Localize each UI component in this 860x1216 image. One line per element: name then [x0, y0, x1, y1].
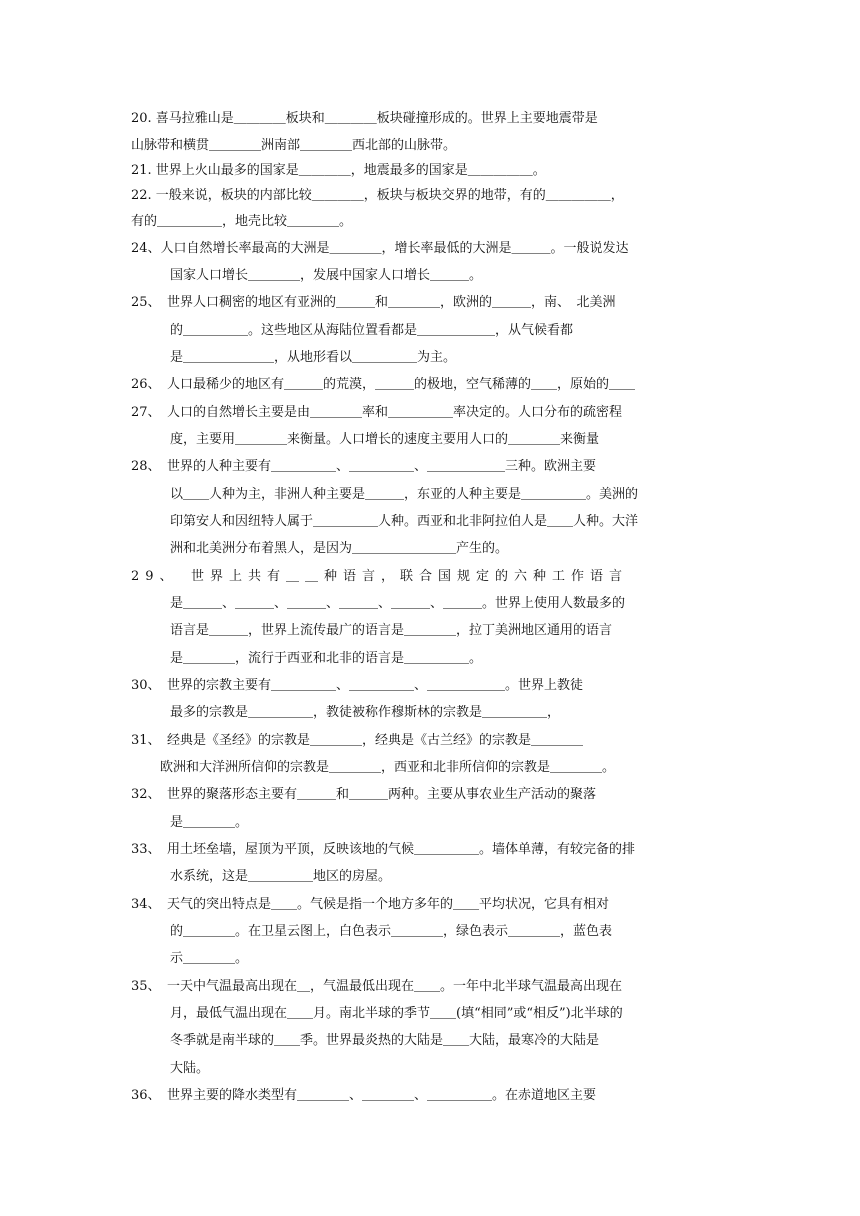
question-27-line-1: 27、 人口的自然增长主要是由＿＿＿＿率和＿＿＿＿＿率决定的。人口分布的疏密程 [131, 405, 623, 420]
question-24-line-1: 24、人口自然增长率最高的大洲是＿＿＿＿，增长率最低的大洲是＿＿＿。一般说发达 [131, 241, 629, 256]
question-30-line-1: 30、 世界的宗教主要有＿＿＿＿＿、＿＿＿＿＿、＿＿＿＿＿＿。世界上教徒 [131, 678, 584, 693]
question-30-line-2: 最多的宗教是＿＿＿＿＿，教徒被称作穆斯林的宗教是＿＿＿＿＿， [170, 705, 561, 720]
question-35-line-2: 月，最低气温出现在＿＿月。南北半球的季节＿＿(填“相同”或“相反”)北半球的 [170, 1006, 623, 1021]
question-36-line-1: 36、 世界主要的降水类型有＿＿＿＿、＿＿＿＿、＿＿＿＿＿。在赤道地区主要 [131, 1088, 597, 1103]
question-20-line-2: 山脉带和横贯＿＿＿＿洲南部＿＿＿＿西北部的山脉带。 [131, 138, 457, 153]
question-29-line-1: 29、 世界上共有＿＿种语言，联合国规定的六种工作语言 [131, 569, 629, 584]
question-21: 21. 世界上火山最多的国家是＿＿＿＿，地震最多的国家是＿＿＿＿＿。 [131, 163, 546, 178]
question-33-line-1: 33、 用土坯垒墙，屋顶为平顶，反映该地的气候＿＿＿＿＿。墙体单薄，有较完备的排 [131, 842, 636, 857]
question-25-line-3: 是＿＿＿＿＿＿＿，从地形看以＿＿＿＿＿为主。 [170, 350, 457, 365]
question-31-line-2: 欧洲和大洋洲所信仰的宗教是＿＿＿＿，西亚和北非所信仰的宗教是＿＿＿＿。 [160, 760, 616, 775]
question-27-line-2: 度，主要用＿＿＿＿来衡量。人口增长的速度主要用人口的＿＿＿＿来衡量 [170, 432, 600, 447]
question-22-line-2: 有的＿＿＿＿＿，地壳比较＿＿＿＿。 [131, 214, 353, 229]
question-31-line-1: 31、 经典是《圣经》的宗教是＿＿＿＿，经典是《古兰经》的宗教是＿＿＿＿ [131, 733, 584, 748]
question-20-line-1: 20. 喜马拉雅山是＿＿＿＿板块和＿＿＿＿板块碰撞形成的。世界上主要地震带是 [131, 111, 598, 126]
question-25-line-2: 的＿＿＿＿＿。这些地区从海陆位置看都是＿＿＿＿＿＿，从气候看都 [170, 323, 574, 338]
question-33-line-2: 水系统，这是＿＿＿＿＿地区的房屋。 [170, 869, 392, 884]
question-35-line-4: 大陆。 [170, 1061, 210, 1076]
question-28-line-3: 印第安人和因纽特人属于＿＿＿＿＿人种。西亚和北非阿拉伯人是＿＿人种。大洋 [170, 514, 639, 529]
question-28-line-4: 洲和北美洲分布着黑人，是因为＿＿＿＿＿＿＿＿产生的。 [170, 541, 509, 556]
question-22-line-1: 22. 一般来说，板块的内部比较＿＿＿＿，板块与板块交界的地带，有的＿＿＿＿＿， [131, 188, 624, 203]
question-28-line-2: 以＿＿人种为主，非洲人种主要是＿＿＿，东亚的人种主要是＿＿＿＿＿。美洲的 [170, 487, 639, 502]
question-34-line-3: 示＿＿＿＿。 [170, 951, 249, 966]
question-29-line-2: 是＿＿＿、＿＿＿、＿＿＿、＿＿＿、＿＿＿、＿＿＿。世界上使用人数最多的 [170, 596, 626, 611]
question-35-line-3: 冬季就是南半球的＿＿季。世界最炎热的大陆是＿＿大陆，最寒冷的大陆是 [170, 1033, 600, 1048]
question-32-line-2: 是＿＿＿＿。 [170, 815, 249, 830]
question-35-line-1: 35、 一天中气温最高出现在＿，气温最低出现在＿＿。一年中北半球气温最高出现在 [131, 979, 623, 994]
question-29-line-4: 是＿＿＿＿，流行于西亚和北非的语言是＿＿＿＿＿。 [170, 651, 483, 666]
question-34-line-2: 的＿＿＿＿。在卫星云图上，白色表示＿＿＿＿，绿色表示＿＿＿＿，蓝色表 [170, 924, 613, 939]
question-24-line-2: 国家人口增长＿＿＿＿，发展中国家人口增长＿＿＿。 [170, 268, 483, 283]
question-26: 26、 人口最稀少的地区有＿＿＿的荒漠，＿＿＿的极地，空气稀薄的＿＿，原始的＿＿ [131, 377, 636, 392]
question-28-line-1: 28、 世界的人种主要有＿＿＿＿＿、＿＿＿＿＿、＿＿＿＿＿＿三种。欧洲主要 [131, 459, 597, 474]
question-32-line-1: 32、 世界的聚落形态主要有＿＿＿和＿＿＿两种。主要从事农业生产活动的聚落 [131, 787, 597, 802]
question-25-line-1: 25、 世界人口稠密的地区有亚洲的＿＿＿和＿＿＿＿，欧洲的＿＿＿，南、 北美洲 [131, 295, 616, 310]
question-29-line-3: 语言是＿＿＿，世界上流传最广的语言是＿＿＿＿，拉丁美洲地区通用的语言 [170, 623, 613, 638]
question-34-line-1: 34、 天气的突出特点是＿＿。气候是指一个地方多年的＿＿平均状况，它具有相对 [131, 897, 610, 912]
